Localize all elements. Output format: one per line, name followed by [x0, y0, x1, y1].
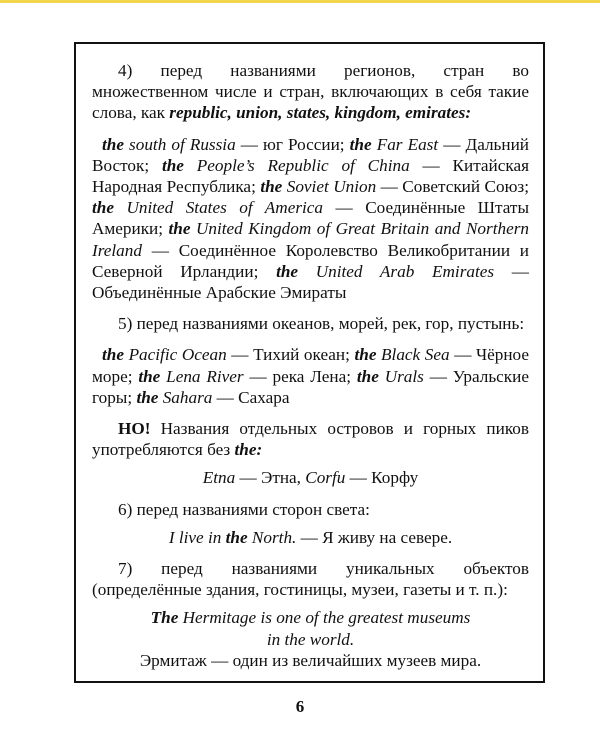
example-phrase: Lena River [160, 366, 244, 386]
note-example-translation: — Корфу [345, 468, 419, 488]
example-phrase: North. [247, 527, 297, 547]
example-translation: — Сахара [212, 387, 290, 407]
example-article: the [354, 345, 377, 365]
note-example-etna: Etna [202, 468, 236, 488]
note-text: Названия отдельных островов и горных пиков употребляются без [92, 419, 529, 460]
section-4-heading-text: 4) перед названиями регионов, стран во множественном числе и стран, включающих в себя такие слова, как [92, 61, 529, 123]
example-translation: — Тихий океан; [226, 345, 355, 365]
example-article: the [102, 134, 124, 154]
example-translation: — Чёрное море; [92, 345, 529, 386]
note-keyword: the: [234, 440, 263, 460]
example-article: the [225, 527, 248, 547]
example-translation: — Соединённое Королевство Великобритании и Северной Ирландии; [92, 240, 529, 281]
page-number: 6 [295, 697, 305, 716]
example-article: the [92, 198, 114, 218]
example-phrase: People’s Republic of China [183, 155, 410, 175]
section-7-translation: Эрмитаж — один из величайших музеев мира. [139, 650, 482, 670]
example-phrase: Black Sea [376, 345, 450, 365]
note-label: НО! [118, 419, 151, 439]
section-5-heading: 5) перед названиями океанов, морей, рек, гор, пустынь: [118, 314, 525, 334]
section-7-heading: 7) перед названиями уникальных объектов (определённые здания, гостиницы, музеи, газеты и т. п.): [92, 559, 529, 600]
example-article: the [102, 345, 124, 365]
note-example-translation: — Этна, [235, 468, 306, 488]
section-5-examples [92, 344, 529, 408]
example-translation: — Объединённые Арабские Эмираты [92, 261, 529, 303]
example-phrase: Hermitage is one of the greatest museums [178, 608, 471, 628]
note-example-corfu: Corfu [305, 468, 346, 488]
example-article: the [138, 366, 161, 386]
section-4-heading [92, 60, 529, 124]
example-phrase: Far East [371, 134, 439, 154]
example-translation: — Я живу на севере. [296, 527, 453, 547]
exception-note [92, 418, 529, 460]
example-translation: — Советский Союз; [376, 177, 529, 197]
section-4-examples [92, 134, 529, 304]
example-article: the [260, 177, 283, 197]
example-phrase: United Kingdom of Great Britain and Northern Ireland [92, 219, 529, 260]
example-article: the [168, 219, 191, 239]
example-translation: — река Лена; [243, 366, 357, 386]
example-translation: — Китайская Народная Республика; [92, 155, 529, 197]
exception-examples [92, 467, 529, 488]
example-translation: — Соединённые Штаты Америки; [92, 198, 529, 239]
section-6-heading: 6) перед названиями сторон света: [118, 499, 370, 519]
rules-box [74, 42, 545, 683]
example-article: the [161, 155, 184, 175]
top-color-strip [0, 0, 600, 3]
example-translation: — Дальний Восток; [92, 134, 529, 175]
example-translation: — юг России; [235, 134, 350, 154]
section-7-example [92, 607, 529, 649]
example-phrase: Soviet Union [282, 177, 377, 197]
example-phrase: United Arab Emirates [298, 261, 495, 281]
example-translation: — Уральские горы; [92, 366, 529, 407]
example-article: the [136, 387, 159, 407]
example-phrase: Pacific Ocean [123, 345, 227, 365]
example-article: the [356, 366, 379, 386]
example-phrase: I live in [168, 527, 226, 547]
example-article: The [150, 608, 179, 628]
section-4-keywords: republic, union, states, kingdom, emirates: [169, 103, 472, 123]
example-phrase: in the world. [266, 629, 355, 649]
example-article: the [349, 134, 372, 154]
section-6-example [92, 527, 529, 548]
example-phrase: south of Russia [123, 134, 236, 154]
example-article: the [276, 261, 299, 281]
example-phrase: Urals [378, 366, 424, 386]
example-phrase: United States of America [113, 198, 324, 218]
example-phrase: Sahara [158, 387, 213, 407]
